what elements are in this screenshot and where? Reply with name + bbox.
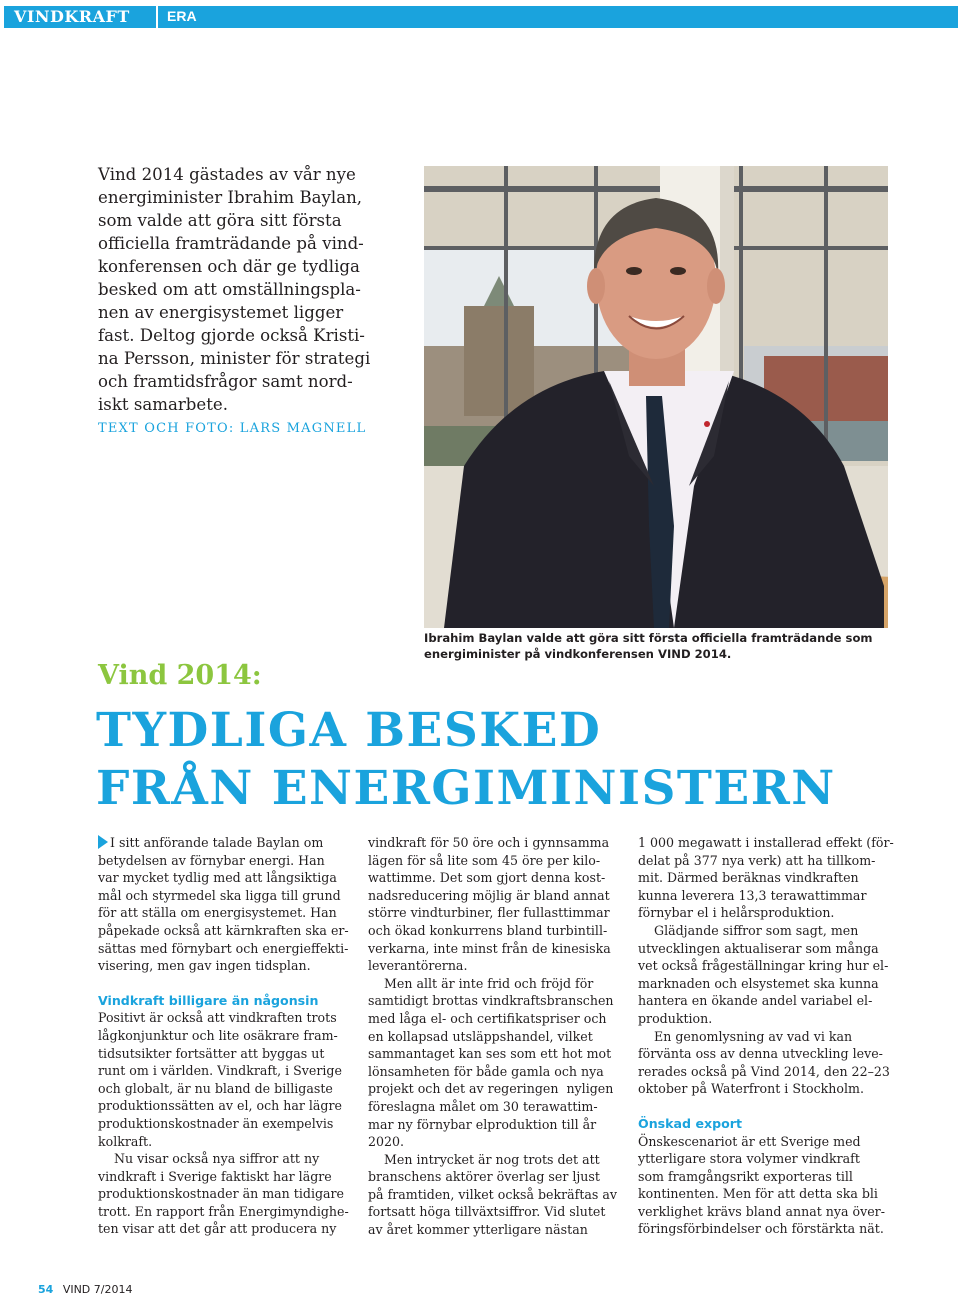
body-line: produktionssätten av el, och har lägre	[98, 1098, 342, 1114]
body-column-2	[368, 834, 630, 1239]
body-line: föringsförbindelser och förstärkta nät.	[638, 1221, 884, 1237]
body-line: av året kommer ytterligare nästan	[368, 1222, 588, 1238]
header-divider	[156, 6, 158, 28]
body-column-1	[98, 834, 360, 1238]
paragraph-gap	[638, 1098, 900, 1115]
body-line: som framgångsrikt exporteras till	[638, 1168, 853, 1184]
body-line: visering, men gav ingen tidsplan.	[98, 958, 311, 974]
paragraph-marker-icon	[98, 835, 108, 849]
caption-line: energiminister på vindkonferensen VIND 2014.	[424, 647, 732, 661]
body-line: en kollapsad utsläppshandel, vilket	[368, 1028, 593, 1044]
page-number: 54	[38, 1283, 54, 1296]
body-line: runt om i världen. Vindkraft, i Sverige	[98, 1063, 342, 1079]
body-line: oktober på Waterfront i Stockholm.	[638, 1081, 864, 1097]
intro-line: energiminister Ibrahim Baylan,	[98, 188, 363, 207]
intro-line: besked om att omställningspla-	[98, 280, 361, 299]
body-line: och globalt, är nu bland de billigaste	[98, 1080, 333, 1096]
intro-line: och framtidsfrågor samt nord-	[98, 372, 353, 391]
byline: TEXT OCH FOTO: LARS MAGNELL	[98, 421, 367, 436]
subsection-label: ERA	[167, 8, 197, 24]
headline-line-2: FRÅN ENERGIMINISTERN	[96, 761, 836, 816]
body-line: förvänta oss av denna utveckling leve-	[638, 1046, 883, 1062]
minister-photo	[424, 166, 888, 628]
body-line: betydelsen av förnybar energi. Han	[98, 852, 325, 868]
body-line: kontinenten. Men för att detta ska bli	[638, 1186, 878, 1202]
body-line: och ökad konkurrens bland turbintill-	[368, 922, 608, 938]
intro-line: konferensen och där ge tydliga	[98, 257, 360, 276]
intro-line: fast. Deltog gjorde också Kristi-	[98, 326, 365, 345]
body-line: leverantörerna.	[368, 958, 468, 974]
subheading: Önskad export	[638, 1115, 743, 1131]
page-footer	[38, 1283, 132, 1296]
body-line: ten visar att det går att producera ny	[98, 1221, 337, 1237]
body-line: wattimme. Det som gjort denna kost-	[368, 870, 606, 886]
issue-label: VIND 7/2014	[62, 1283, 133, 1296]
body-line: kunna leverera 13,3 terawattimmar	[638, 887, 867, 903]
body-line: på framtiden, vilket också bekräftas av	[368, 1186, 617, 1202]
body-line: vindkraft i Sverige faktiskt har lägre	[98, 1168, 332, 1184]
body-line: fortsatt höga tillväxtsiffror. Vid slutet	[368, 1204, 606, 1220]
body-line: hantera en ökande andel variabel el-	[638, 993, 873, 1009]
body-line: förnybar el i helårsproduktion.	[638, 905, 835, 921]
section-label: VINDKRAFT	[14, 7, 130, 26]
body-line: vet också frågeställningar kring hur el-	[638, 958, 889, 974]
body-line: lågkonjunktur och lite osäkrare fram-	[98, 1027, 338, 1043]
intro-text	[98, 163, 398, 416]
body-line: 1 000 megawatt i installerad effekt (för-	[638, 835, 894, 850]
intro-line: Vind 2014 gästades av vår nye	[98, 165, 356, 184]
section-header-bar	[4, 6, 958, 28]
body-line: projekt och det av regeringen nyligen	[368, 1081, 614, 1097]
body-line: för att ställa om energisystemet. Han	[98, 905, 337, 921]
intro-line: iskt samarbete.	[98, 395, 228, 414]
body-line: mar ny förnybar elproduktion till år	[368, 1116, 597, 1132]
body-line: föreslagna målet om 30 terawattim-	[368, 1098, 598, 1114]
body-line: mit. Därmed beräknas vindkraften	[638, 870, 859, 886]
body-line: var mycket tydlig med att långsiktiga	[98, 870, 337, 886]
body-line: produktionskostnader än exempelvis	[98, 1115, 334, 1131]
body-line: Men intrycket är nog trots det att	[368, 1151, 600, 1167]
intro-line: na Persson, minister för strategi	[98, 349, 371, 368]
body-line: verklighet krävs bland annat nya över-	[638, 1203, 885, 1219]
intro-line: nen av energisystemet ligger	[98, 303, 344, 322]
body-line: samtidigt brottas vindkraftsbranschen	[368, 993, 614, 1009]
caption-line: Ibrahim Baylan valde att göra sitt första officiella framträdande som	[424, 631, 873, 645]
body-line: lägen för så lite som 45 öre per kilo-	[368, 852, 601, 868]
minister-photo-illustration	[424, 166, 888, 628]
body-line: I sitt anförande talade Baylan om	[98, 834, 360, 852]
headline-line-1: TYDLIGA BESKED	[96, 703, 602, 758]
body-line: produktionskostnader än man tidigare	[98, 1186, 345, 1202]
body-line: mål och styrmedel ska ligga till grund	[98, 887, 341, 903]
body-line: sättas med förnybart och energieffekti-	[98, 940, 349, 956]
body-column-3	[638, 834, 900, 1238]
photo-caption	[424, 630, 894, 662]
body-line: vindkraft för 50 öre och i gynnsamma	[368, 835, 610, 850]
body-line: Glädjande siffror som sagt, men	[638, 922, 859, 938]
body-line: delat på 377 nya verk) att ha tillkom-	[638, 852, 876, 868]
body-line: lönsamheten för både gamla och nya	[368, 1063, 604, 1079]
body-line: trott. En rapport från Energimyndighe-	[98, 1203, 349, 1219]
body-line: marknaden och elsystemet ska kunna	[638, 975, 879, 991]
body-line: produktion.	[638, 1010, 713, 1026]
body-line: tidsutsikter fortsätter att byggas ut	[98, 1045, 325, 1061]
subheading: Vindkraft billigare än någonsin	[98, 992, 319, 1008]
body-line: nadsreducering möjlig är bland annat	[368, 887, 610, 903]
paragraph-gap	[98, 975, 360, 992]
article-kicker: Vind 2014:	[98, 660, 262, 691]
body-line: ytterligare stora volymer vindkraft	[638, 1151, 860, 1167]
article-headline	[96, 702, 836, 818]
body-line: Nu visar också nya siffror att ny	[98, 1151, 320, 1167]
body-line: kolkraft.	[98, 1133, 153, 1149]
body-line: Önskescenariot är ett Sverige med	[638, 1133, 861, 1149]
body-line: Men allt är inte frid och fröjd för	[368, 975, 594, 991]
body-line: med låga el- och certifikatspriser och	[368, 1010, 607, 1026]
intro-line: officiella framträdande på vind-	[98, 234, 364, 253]
body-line: sammantaget kan ses som ett hot mot	[368, 1046, 612, 1062]
body-line: påpekade också att kärnkraften ska er-	[98, 922, 349, 938]
body-line: verkarna, inte minst från de kinesiska	[368, 940, 611, 956]
body-line: En genomlysning av vad vi kan	[638, 1028, 853, 1044]
body-line: utvecklingen aktualiserar som många	[638, 940, 879, 956]
intro-line: som valde att göra sitt första	[98, 211, 342, 230]
body-line: rerades också på Vind 2014, den 22–23	[638, 1063, 890, 1079]
body-line: 2020.	[368, 1134, 405, 1150]
body-line: branschens aktörer överlag ser ljust	[368, 1169, 600, 1185]
body-line: större vindturbiner, fler fullasttimmar	[368, 905, 610, 921]
body-line: Positivt är också att vindkraften trots	[98, 1010, 337, 1026]
